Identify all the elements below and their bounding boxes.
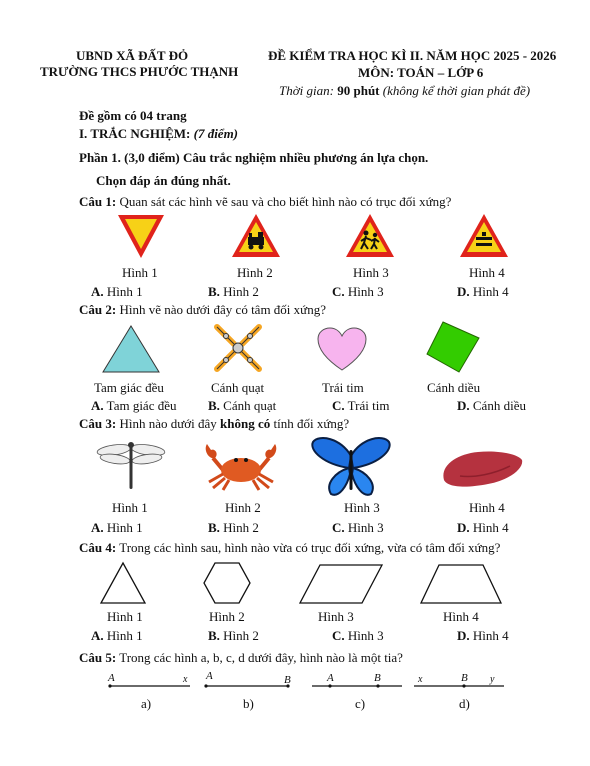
q2-caption-4: Cánh diều: [427, 380, 481, 395]
q1-option-c-key: C.: [332, 284, 345, 299]
parallelogram-figure: [298, 563, 384, 605]
q4-option-d-text: Hình 4: [469, 628, 509, 643]
question-3-label: Câu 3:: [79, 416, 117, 431]
triangle-figure: [99, 561, 147, 605]
sweet-potato-figure: [440, 446, 524, 490]
q1-option-d[interactable]: [457, 284, 509, 300]
q4-option-b-key: B.: [208, 628, 220, 643]
q3-option-d-key: D.: [457, 520, 470, 535]
q1-caption-3: Hình 3: [353, 265, 389, 280]
q3-caption-3: Hình 3: [344, 500, 380, 515]
children-crossing-sign-figure: [344, 212, 396, 260]
school-name: TRƯỜNG THCS PHƯỚC THẠNH: [40, 64, 239, 79]
question-3-text-after: tính đối xứng?: [270, 416, 350, 431]
q3-option-b-key: B.: [208, 520, 220, 535]
q1-option-c[interactable]: [332, 284, 384, 300]
q2-caption-1: Tam giác đều: [94, 380, 164, 395]
question-5: [79, 650, 403, 666]
q1-caption-1: Hình 1: [122, 265, 158, 280]
line-figure-c: [310, 678, 404, 692]
q1-caption-4: Hình 4: [469, 265, 505, 280]
q2-option-a-text: Tam giác đều: [103, 398, 177, 413]
q1-option-c-text: Hình 3: [344, 284, 384, 299]
q4-option-b[interactable]: [208, 628, 259, 644]
exam-title: ĐỀ KIỂM TRA HỌC KÌ II. NĂM HỌC 2025 - 2026: [268, 48, 557, 63]
time-suffix: (không kể thời gian phát đề): [379, 83, 531, 98]
question-3-text-bold: không có: [220, 416, 271, 431]
q4-option-d-key: D.: [457, 628, 470, 643]
q1-option-b-key: B.: [208, 284, 220, 299]
q2-option-d-text: Cánh diều: [469, 398, 526, 413]
q1-option-a[interactable]: [91, 284, 143, 300]
q2-option-a-key: A.: [91, 398, 104, 413]
school-district: UBND XÃ ĐẤT ĐỎ: [76, 48, 189, 63]
q2-option-d[interactable]: [457, 398, 526, 414]
page-count: Đề gồm có 04 trang: [79, 108, 187, 123]
question-2-label: Câu 2:: [79, 302, 117, 317]
q4-option-b-text: Hình 2: [219, 628, 259, 643]
q3-option-a-text: Hình 1: [103, 520, 143, 535]
question-3: [79, 416, 349, 432]
q5-caption-b: b): [243, 696, 254, 711]
q3-option-a-key: A.: [91, 520, 104, 535]
q3-option-c-key: C.: [332, 520, 345, 535]
q3-caption-4: Hình 4: [469, 500, 505, 515]
heart-figure: [316, 326, 368, 372]
fig-d-point-3: y: [490, 674, 495, 685]
q2-option-b-text: Cánh quạt: [219, 398, 277, 413]
question-5-text: Trong các hình a, b, c, d dưới đây, hình nào là một tia?: [116, 650, 403, 665]
road-narrows-sign-figure: [458, 212, 510, 260]
fig-c-point-2: B: [374, 672, 381, 684]
question-3-text-before: Hình nào dưới đây: [116, 416, 221, 431]
hexagon-figure: [202, 561, 252, 605]
fig-a-point-1: A: [108, 672, 115, 684]
question-1: [79, 194, 451, 210]
q1-option-d-text: Hình 4: [469, 284, 509, 299]
q4-option-a[interactable]: [91, 628, 143, 644]
fig-a-point-2: x: [183, 674, 188, 685]
q1-option-a-key: A.: [91, 284, 104, 299]
q3-option-c[interactable]: [332, 520, 384, 536]
q3-option-d-text: Hình 4: [469, 520, 509, 535]
butterfly-figure: [311, 436, 391, 498]
q5-caption-a: a): [141, 696, 152, 711]
q1-option-a-text: Hình 1: [103, 284, 143, 299]
exam-time: [279, 83, 530, 99]
part-title: Phần 1. (3,0 điểm) Câu trắc nghiệm nhiều phương án lựa chọn.: [79, 150, 429, 165]
ray-figure-a: [104, 678, 194, 692]
q3-option-d[interactable]: [457, 520, 509, 536]
q4-caption-3: Hình 3: [318, 609, 354, 624]
fig-b-point-1: A: [206, 670, 213, 682]
question-2-text: Hình vẽ nào dưới đây có tâm đối xứng?: [116, 302, 326, 317]
q4-option-a-text: Hình 1: [103, 628, 143, 643]
section-heading: [79, 126, 238, 142]
time-prefix: Thời gian:: [279, 83, 338, 98]
kite-figure: [425, 320, 481, 374]
q3-option-b[interactable]: [208, 520, 259, 536]
q4-option-d[interactable]: [457, 628, 509, 644]
q4-option-c-key: C.: [332, 628, 345, 643]
section-title: I. TRẮC NGHIỆM:: [79, 126, 194, 141]
question-4: [79, 540, 500, 556]
q2-option-d-key: D.: [457, 398, 470, 413]
q2-option-c[interactable]: [332, 398, 389, 414]
q1-option-b[interactable]: [208, 284, 259, 300]
q5-caption-c: c): [355, 696, 366, 711]
question-2: [79, 302, 326, 318]
fig-d-point-2: B: [461, 672, 468, 684]
q1-option-b-text: Hình 2: [219, 284, 259, 299]
q3-option-c-text: Hình 3: [344, 520, 384, 535]
question-5-label: Câu 5:: [79, 650, 117, 665]
q4-option-c[interactable]: [332, 628, 384, 644]
question-4-text: Trong các hình sau, hình nào vừa có trục đối xứng, vừa có tâm đối xứng?: [116, 540, 501, 555]
q3-option-b-text: Hình 2: [219, 520, 259, 535]
q2-option-b-key: B.: [208, 398, 220, 413]
q2-option-a[interactable]: [91, 398, 177, 414]
crab-figure: [203, 438, 279, 492]
question-4-label: Câu 4:: [79, 540, 117, 555]
fan-blades-figure: [212, 322, 264, 374]
q2-option-c-text: Trái tim: [344, 398, 390, 413]
time-value: 90 phút: [337, 83, 380, 98]
q4-option-c-text: Hình 3: [344, 628, 384, 643]
segment-figure-b: [200, 678, 294, 692]
q1-option-d-key: D.: [457, 284, 470, 299]
fig-b-point-2: B: [284, 674, 291, 686]
yield-sign-figure: [116, 213, 166, 261]
trapezoid-figure: [419, 563, 503, 605]
q2-caption-2: Cánh quạt: [211, 380, 265, 395]
q4-caption-4: Hình 4: [443, 609, 479, 624]
fig-c-point-1: A: [327, 672, 334, 684]
q2-option-b[interactable]: [208, 398, 276, 414]
q5-caption-d: d): [459, 696, 470, 711]
q4-caption-2: Hình 2: [209, 609, 245, 624]
q4-caption-1: Hình 1: [107, 609, 143, 624]
question-1-text: Quan sát các hình vẽ sau và cho biết hình nào có trục đối xứng?: [116, 194, 452, 209]
q3-caption-1: Hình 1: [112, 500, 148, 515]
section-points: (7 điểm): [193, 126, 239, 141]
exam-subject: MÔN: TOÁN – LỚP 6: [358, 65, 484, 80]
q2-option-c-key: C.: [332, 398, 345, 413]
q2-caption-3: Trái tim: [322, 380, 364, 395]
q3-option-a[interactable]: [91, 520, 143, 536]
instruction: Chọn đáp án đúng nhất.: [96, 173, 231, 188]
q4-option-a-key: A.: [91, 628, 104, 643]
q3-caption-2: Hình 2: [225, 500, 261, 515]
q1-caption-2: Hình 2: [237, 265, 273, 280]
equilateral-triangle-figure: [101, 324, 161, 374]
fig-d-point-1: x: [418, 674, 423, 685]
train-warning-sign-figure: [230, 212, 282, 260]
question-1-label: Câu 1:: [79, 194, 117, 209]
dragonfly-figure: [96, 440, 166, 490]
